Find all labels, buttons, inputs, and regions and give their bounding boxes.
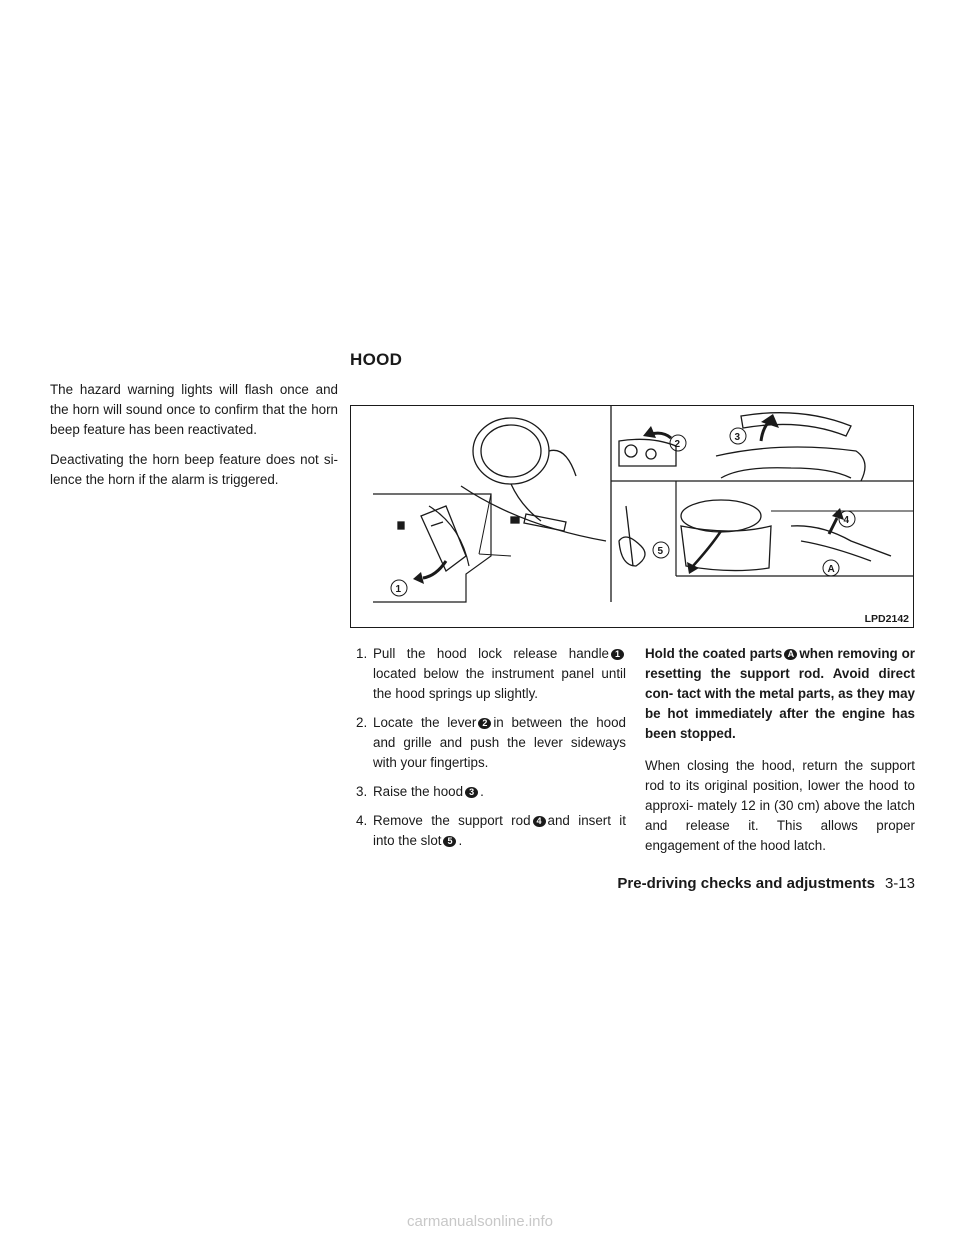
step-text-after2: . <box>458 833 463 848</box>
warning-before: Hold the coated parts <box>645 646 783 661</box>
callout-4: 4 <box>843 515 850 526</box>
callout-1: 1 <box>395 584 402 595</box>
warning-text <box>645 644 915 744</box>
step-text <box>373 713 626 773</box>
step-item <box>356 811 626 851</box>
page-footer <box>617 875 915 892</box>
paragraph-closing-hood: When closing the hood, return the support rod to its original position, lower the hood to approxi- mately 12 in (30 cm) above the latch and release it. This allows proper engagement of the hood latch. <box>645 758 915 853</box>
step-number: 4. <box>356 813 368 828</box>
ref-badge: 5 <box>443 836 456 847</box>
step-number: 1. <box>356 646 368 661</box>
callout-a: A <box>827 564 835 575</box>
step-item <box>356 782 626 802</box>
left-column <box>50 380 338 500</box>
step-list <box>356 644 626 860</box>
step-text-after: located below the instrument panel until the hood springs up slightly. <box>373 666 626 701</box>
ref-badge: 4 <box>533 816 546 827</box>
step-text-after: in between the hood and grille and push the lever sideways with your fingertips. <box>373 715 626 770</box>
page-number: 3-13 <box>884 875 915 892</box>
step-text <box>373 811 626 851</box>
footer-section-title: Pre-driving checks and adjustments <box>617 875 875 892</box>
hood-release-illustration <box>351 406 913 627</box>
figure-code: LPD2142 <box>864 613 909 625</box>
hood-release-figure <box>350 405 914 628</box>
callout-5: 5 <box>657 546 664 557</box>
step-text <box>373 644 626 704</box>
step-text-after: . <box>480 784 484 799</box>
step-text-before: Raise the hood <box>373 784 464 799</box>
paragraph-horn-reactivated: The hazard warning lights will flash once and the horn will sound once to confirm that the horn beep feature has been reactivated. <box>50 382 338 437</box>
step-text <box>373 782 626 802</box>
callout-3: 3 <box>734 432 741 443</box>
step-item <box>356 644 626 704</box>
step-text-before: Remove the support rod <box>373 813 531 828</box>
ref-badge: 3 <box>465 787 478 798</box>
ref-badge: 1 <box>611 649 624 660</box>
section-title: HOOD <box>350 350 403 369</box>
ref-badge: A <box>784 649 797 660</box>
warning-after: when removing or resetting the support rod. Avoid direct con- tact with the metal parts, as they may be hot immediately after the engine has been stopped. <box>645 646 916 741</box>
watermark: carmanualsonline.info <box>407 1213 553 1230</box>
step-number: 2. <box>356 715 368 730</box>
paragraph-horn-deactivate-note: Deactivating the horn beep feature does not si- lence the horn if the alarm is triggered. <box>50 452 338 487</box>
step-text-before: Pull the hood lock release handle <box>373 646 609 661</box>
ref-badge: 2 <box>478 718 491 729</box>
step-text-before: Locate the lever <box>373 715 477 730</box>
step-text-after: and insert it into the slot <box>373 813 626 848</box>
step-item <box>356 713 626 773</box>
callout-2: 2 <box>674 439 681 450</box>
step-number: 3. <box>356 784 368 799</box>
right-column <box>645 644 915 866</box>
